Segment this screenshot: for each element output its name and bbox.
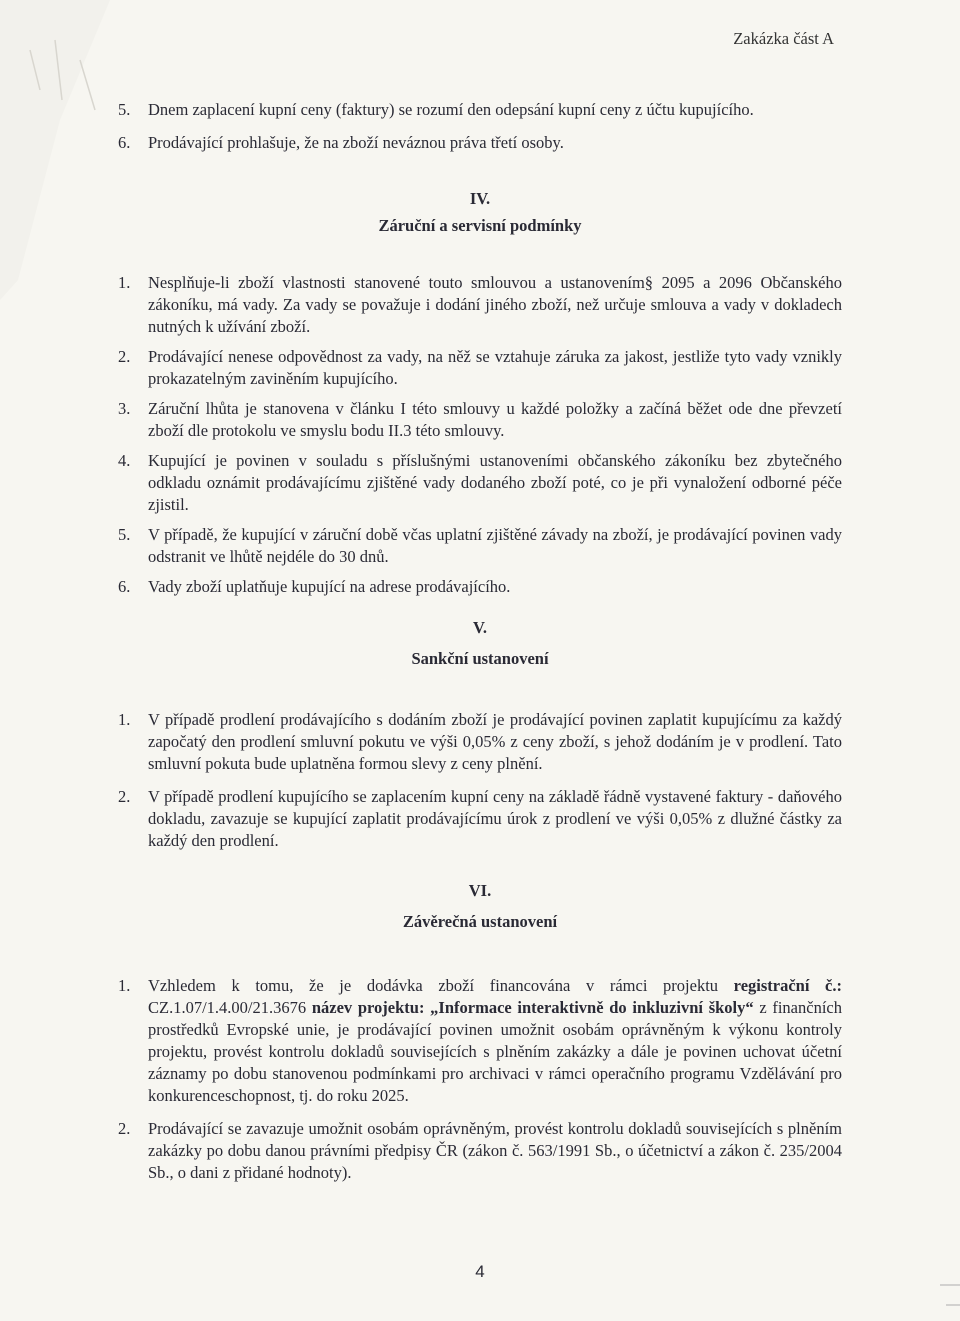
item-text: V případě, že kupující v záruční době včas uplatní zjištěné závady na zboží, je prodávající povinen vady odstranit ve lhůtě nejdéle do 30 dnů.: [148, 525, 842, 566]
list-item: [118, 786, 842, 852]
item-text: Prodávající prohlašuje, že na zboží neváznou práva třetí osoby.: [148, 133, 564, 152]
item-text: Nesplňuje-li zboží vlastnosti stanovené touto smlouvou a ustanovením§ 2095 a 2096 Občanského zákoníku, má vady. Za vady se považuje i dodání jiného zboží, než určuje smlouva a vady v dokladech nutných k užívání zboží.: [148, 273, 842, 336]
item-text: [148, 976, 842, 1105]
section-numeral: V.: [473, 618, 487, 637]
section-title: Závěrečná ustanovení: [402, 912, 558, 931]
text-part: z finančních prostředků Evropské unie, je prodávající povinen umožnit osobám oprávněným k výkonu kontroly projektu, provést kontrolu dokladů souvisejících s plněním zakázky a dále je povinen uchovat účetní záznamy po dobu stanovenou podmínkami pro archivaci v rámci operačního programu Vzdělávání pro konkurenceschopnost, tj. do roku 2025.: [148, 998, 842, 1105]
payment-terms-list: [118, 99, 842, 154]
final-provisions-list: [118, 975, 842, 1184]
document-header: Zakázka část A: [733, 29, 834, 48]
item-text: Dnem zaplacení kupní ceny (faktury) se rozumí den odepsání kupní ceny z účtu kupujícího.: [148, 100, 754, 119]
warranty-list: [118, 272, 842, 598]
item-number: 6.: [118, 133, 131, 152]
project-name: název projektu: „Informace interaktivně do inkluzivní školy“: [311, 998, 754, 1017]
item-number: 1.: [118, 273, 131, 292]
item-text: Vady zboží uplatňuje kupující na adrese prodávajícího.: [148, 577, 511, 596]
list-item: [118, 450, 842, 516]
list-item: [118, 272, 842, 338]
list-item: [118, 524, 842, 568]
item-number: 2.: [118, 787, 131, 806]
item-number: 1.: [118, 710, 131, 729]
section-title: Záruční a servisní podmínky: [378, 216, 582, 235]
section-numeral: VI.: [468, 881, 492, 900]
list-item: [118, 709, 842, 775]
section-numeral: IV.: [469, 189, 491, 208]
item-text: Kupující je povinen v souladu s příslušnými ustanoveními občanského zákoníku bez zbytečného odkladu oznámit prodávajícímu zjištěné vady dodaného zboží poté, co je při vynaložení odborné péče zjistil.: [148, 451, 842, 514]
registration-label: registrační č.:: [733, 976, 843, 995]
list-item: [118, 1118, 842, 1184]
list-item: [118, 132, 842, 154]
item-number: 5.: [118, 525, 131, 544]
item-number: 4.: [118, 451, 131, 470]
item-text: Prodávající se zavazuje umožnit osobám oprávněným, provést kontrolu dokladů souvisejících s plněním zakázky po dobu danou právními předpisy ČR (zákon č. 563/1991 Sb., o účetnictví a zákon č. 235/2004 Sb., o dani z přidané hodnoty).: [148, 1119, 842, 1182]
section-title: Sankční ustanovení: [411, 649, 549, 668]
list-item: [118, 975, 842, 1107]
item-number: 6.: [118, 577, 131, 596]
list-item: [118, 576, 842, 598]
item-text: Prodávající nenese odpovědnost za vady, na něž se vztahuje záruka za jakost, jestliže tyto vady vznikly prokazatelným zaviněním kupujícího.: [148, 347, 842, 388]
item-number: 2.: [118, 1119, 131, 1138]
text-part: Vzhledem k tomu, že je dodávka zboží financována v rámci projektu: [148, 976, 734, 995]
item-text: V případě prodlení kupujícího se zaplacením kupní ceny na základě řádně vystavené faktury - daňového dokladu, zavazuje se kupující zaplatit prodávajícímu úrok z prodlení ve výši 0,05% z dlužné částky za každý den prodlení.: [148, 787, 842, 850]
sanctions-list: [118, 709, 842, 852]
scan-edge-mark: [0, 0, 130, 300]
item-text: V případě prodlení prodávajícího s dodáním zboží je prodávající povinen zaplatit kupujícímu za každý započatý den prodlení smluvní pokutu ve výši 0,05% z ceny zboží, s jehož dodáním je v prodlení. Tato smluvní pokuta bude uplatněna formou slevy z ceny plnění.: [148, 710, 842, 773]
page-number: 4: [475, 1262, 485, 1281]
item-number: 1.: [118, 976, 131, 995]
list-item: [118, 99, 842, 121]
item-number: 2.: [118, 347, 131, 366]
list-item: [118, 398, 842, 442]
item-number: 5.: [118, 100, 131, 119]
item-number: 3.: [118, 399, 131, 418]
item-text: Záruční lhůta je stanovena v článku I této smlouvy u každé položky a začíná běžet ode dne převzetí zboží dle protokolu ve smyslu bodu II.3 této smlouvy.: [148, 399, 842, 440]
registration-number: CZ.1.07/1.4.00/21.3676: [148, 998, 312, 1017]
list-item: [118, 346, 842, 390]
